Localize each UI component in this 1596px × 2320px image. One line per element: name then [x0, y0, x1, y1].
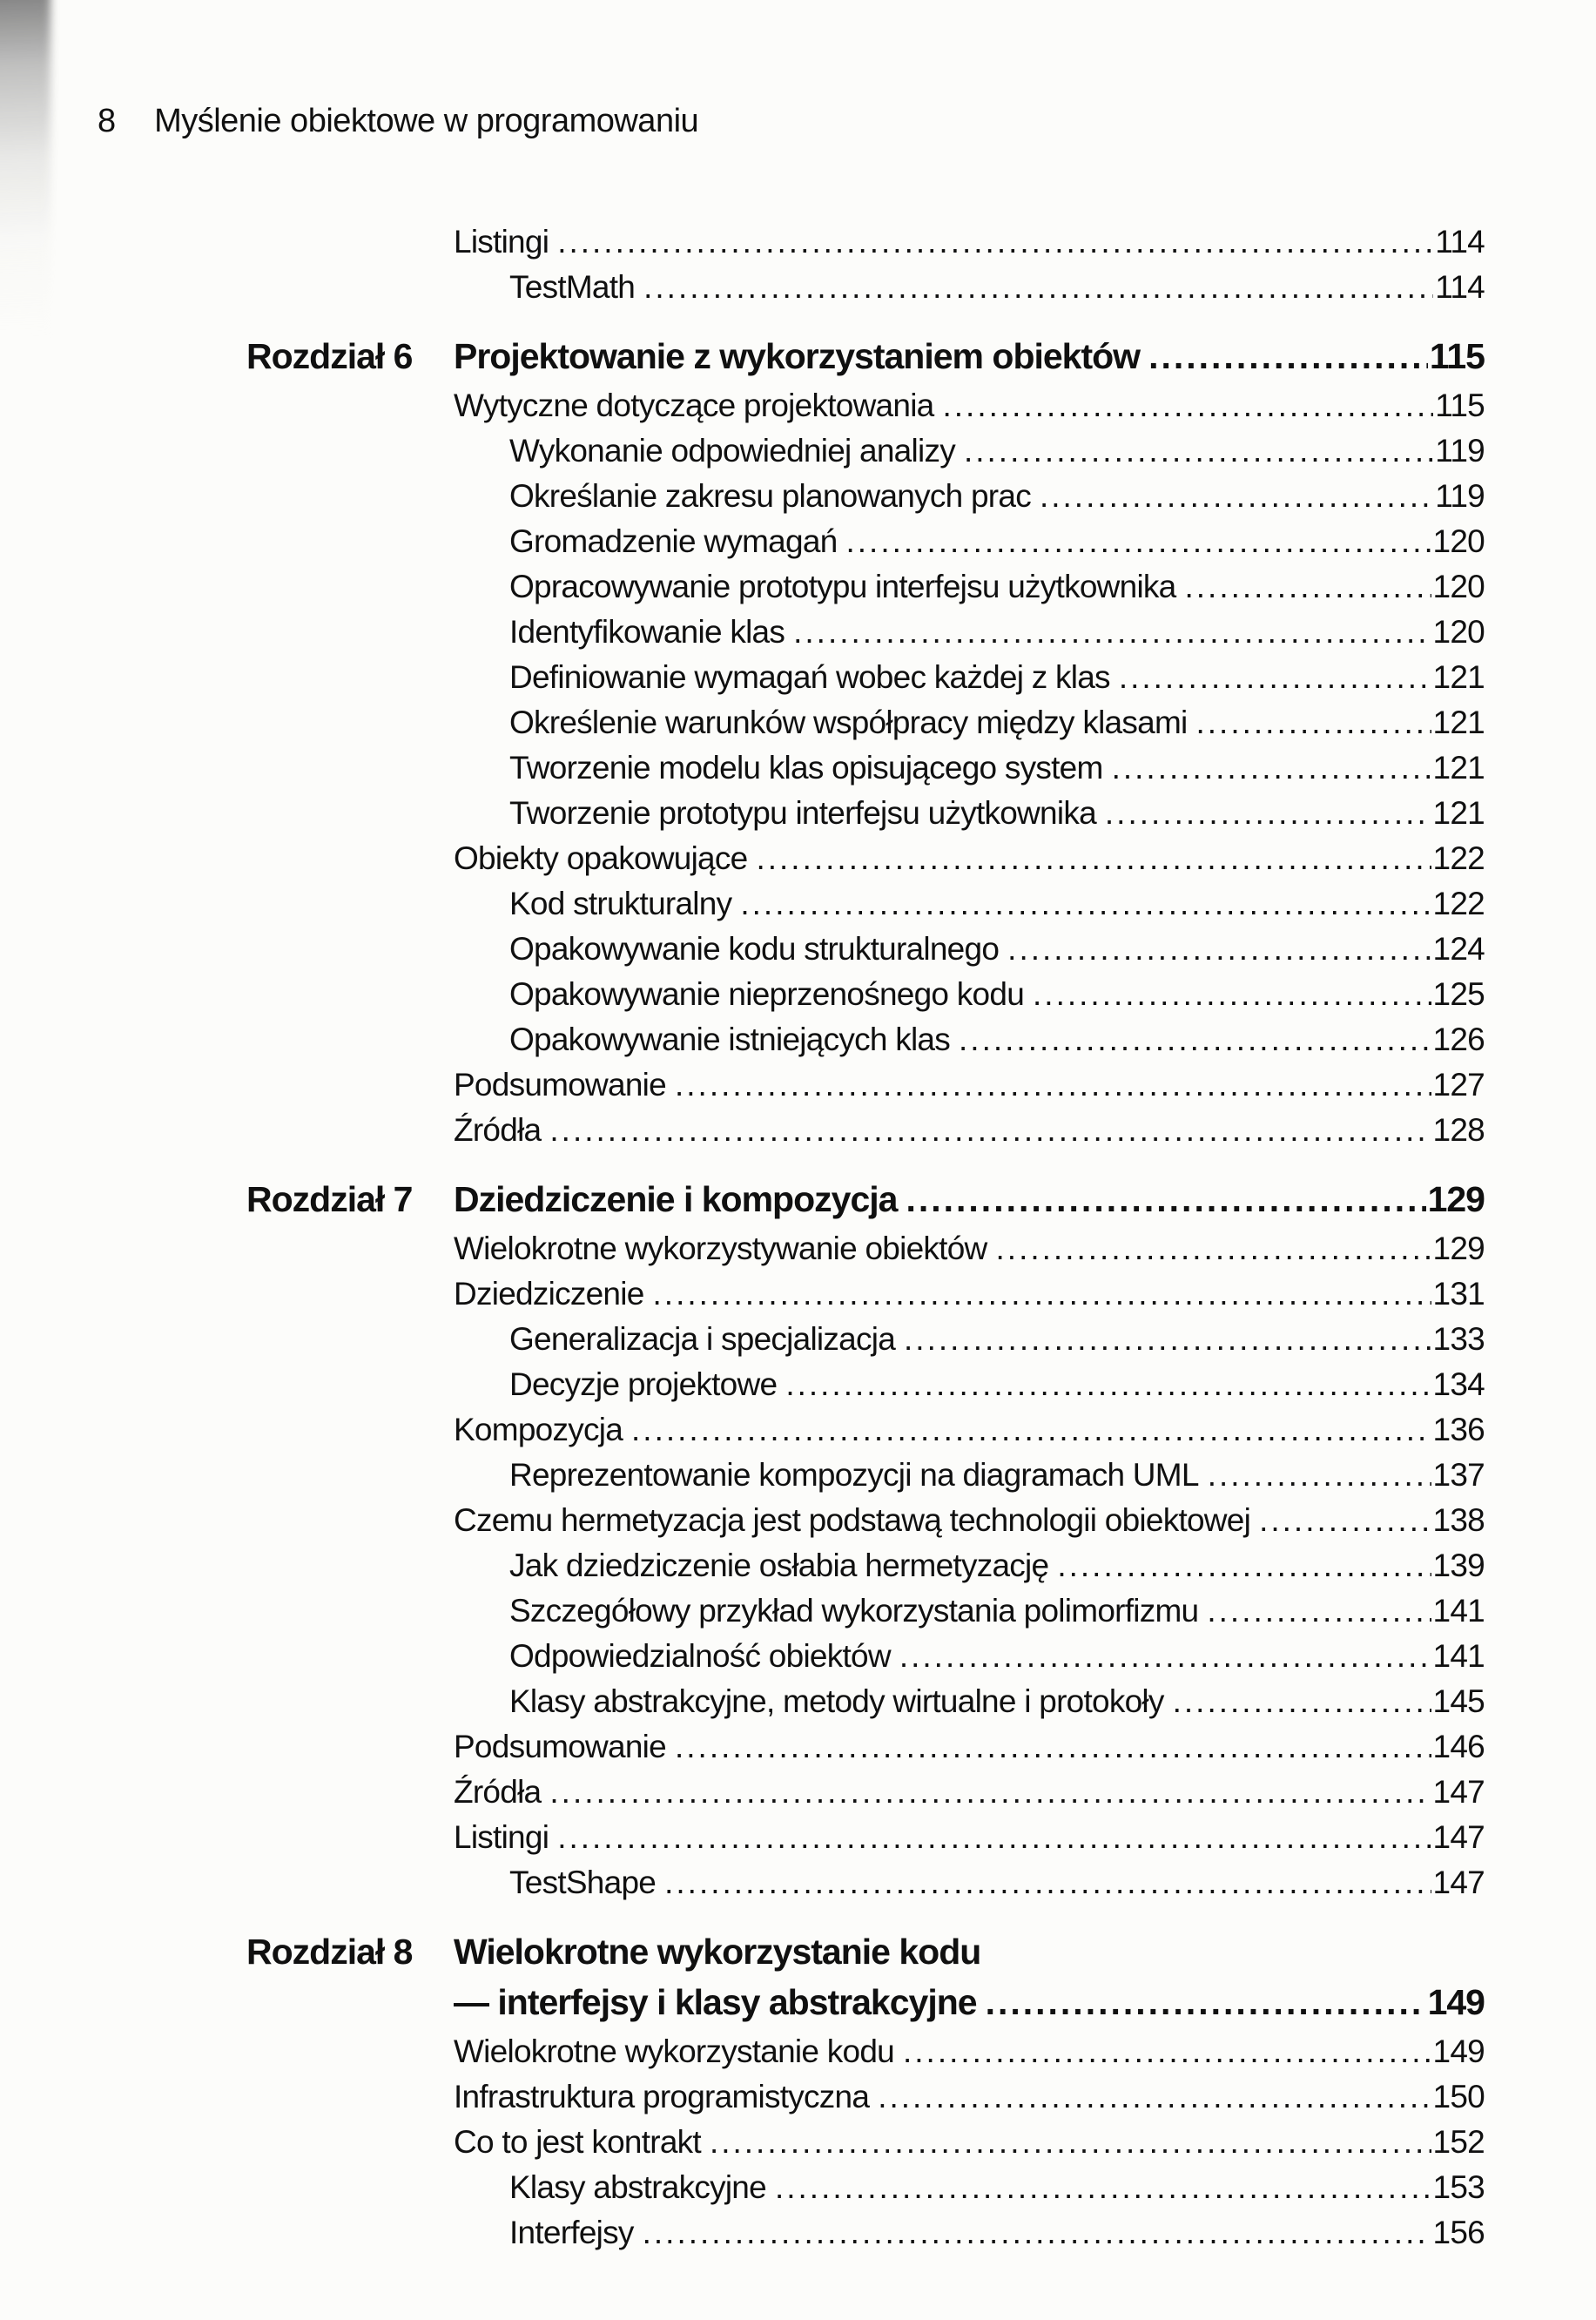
dot-leader [1259, 1498, 1431, 1543]
dot-leader [1033, 972, 1431, 1017]
chapter-label [246, 1106, 454, 1151]
entry-title: Wykonanie odpowiedniej analizy [509, 433, 955, 469]
chapter-label [246, 1270, 454, 1315]
entry-title: Wielokrotne wykorzystanie kodu [454, 2033, 894, 2069]
page-number: 114 [1435, 224, 1485, 260]
toc-row [246, 2163, 1485, 2209]
chapter-label [246, 263, 454, 308]
chapter-label [246, 789, 454, 834]
chapter-label [246, 2118, 454, 2163]
chapter-title: Dziedziczenie i kompozycja [454, 1179, 898, 1219]
entry-title: Dziedziczenie [454, 1276, 644, 1312]
entry-title: Generalizacja i specjalizacja [509, 1321, 896, 1357]
page-number: 115 [1435, 388, 1485, 423]
dot-leader [549, 1108, 1431, 1153]
page-number: 115 [1429, 336, 1485, 376]
page-number: 150 [1432, 2079, 1485, 2114]
dot-leader [986, 1977, 1426, 2027]
dot-leader [549, 1770, 1431, 1815]
page-number: 119 [1435, 478, 1485, 514]
dot-leader [878, 2074, 1431, 2120]
chapter-row [246, 1926, 1485, 1977]
page-number: 127 [1432, 1067, 1485, 1103]
toc-row [246, 1813, 1485, 1858]
entry-title: Klasy abstrakcyjne [509, 2169, 766, 2205]
toc-row [246, 880, 1485, 925]
page-number: 121 [1432, 795, 1485, 831]
toc-row [246, 2027, 1485, 2073]
page-number: 147 [1432, 1774, 1485, 1810]
dot-leader [793, 610, 1431, 655]
entry-title: Listingi [454, 1819, 549, 1855]
dot-leader [1208, 1453, 1431, 1498]
entry-title: Podsumowanie [454, 1067, 666, 1103]
toc-row [246, 698, 1485, 744]
toc-row [246, 381, 1485, 427]
entry-title: Interfejsy [509, 2215, 634, 2250]
toc-row [246, 653, 1485, 698]
dot-leader [964, 428, 1433, 474]
dot-leader [756, 836, 1431, 881]
dot-leader [906, 1174, 1425, 1224]
toc-row [246, 608, 1485, 653]
page-number: 145 [1432, 1683, 1485, 1719]
chapter-label [246, 608, 454, 653]
page-number: 125 [1432, 976, 1485, 1012]
entry-title: Listingi [454, 224, 549, 260]
page-number: 126 [1432, 1022, 1485, 1057]
page-number: 124 [1432, 931, 1485, 967]
chapter-label [246, 880, 454, 925]
toc-row [246, 2209, 1485, 2254]
toc-row [246, 472, 1485, 517]
page-number: 138 [1432, 1502, 1485, 1538]
toc-row [246, 563, 1485, 608]
chapter-label [246, 1015, 454, 1061]
dot-leader [943, 383, 1434, 428]
chapter-row [246, 1174, 1485, 1224]
page-number: 122 [1432, 886, 1485, 921]
page-number: 134 [1432, 1366, 1485, 1402]
entry-title: Wytyczne dotyczące projektowania [454, 388, 934, 423]
toc-row [246, 1632, 1485, 1677]
chapter-label [246, 381, 454, 427]
chapter-label [246, 472, 454, 517]
running-page-number: 8 [98, 103, 116, 139]
page-number: 119 [1435, 433, 1485, 469]
page-number: 129 [1427, 1179, 1485, 1219]
chapter-label: Rozdział 8 [246, 1932, 413, 1972]
dot-leader [643, 265, 1433, 310]
dot-leader [557, 1815, 1431, 1860]
page-number: 131 [1432, 1276, 1485, 1312]
entry-title: Gromadzenie wymagań [509, 523, 838, 559]
entry-title: Obiekty opakowujące [454, 840, 748, 876]
entry-title: Kod strukturalny [509, 886, 732, 921]
toc-row [246, 1061, 1485, 1106]
entry-title: Infrastruktura programistyczna [454, 2079, 870, 2114]
entry-title: Kompozycja [454, 1412, 623, 1447]
chapter-label [246, 1858, 454, 1904]
chapter-label [246, 1315, 454, 1360]
entry-title: Definiowanie wymagań wobec każdej z klas [509, 659, 1110, 695]
chapter-label [246, 1360, 454, 1406]
chapter-label [246, 427, 454, 472]
toc-row [246, 1677, 1485, 1723]
entry-title: Podsumowanie [454, 1729, 666, 1764]
page-number: 133 [1432, 1321, 1485, 1357]
toc-row [246, 1406, 1485, 1451]
table-of-contents [246, 218, 1485, 2254]
chapter-label [246, 1587, 454, 1632]
page-number: 156 [1432, 2215, 1485, 2250]
toc-row [246, 1015, 1485, 1061]
chapter-label [246, 1224, 454, 1270]
toc-row [246, 2118, 1485, 2163]
toc-row [246, 1587, 1485, 1632]
chapter-label [246, 517, 454, 563]
page-number: 121 [1432, 705, 1485, 740]
dot-leader [1007, 927, 1431, 972]
chapter-title: Projektowanie z wykorzystaniem obiektów [454, 336, 1141, 376]
toc-row [246, 2073, 1485, 2118]
chapter-label [246, 2163, 454, 2209]
page-number: 139 [1432, 1548, 1485, 1583]
page-number: 147 [1432, 1819, 1485, 1855]
chapter-title: Wielokrotne wykorzystanie kodu [454, 1932, 981, 1972]
chapter-label [246, 970, 454, 1015]
dot-leader [557, 219, 1433, 265]
page-number: 153 [1432, 2169, 1485, 2205]
toc-row [246, 218, 1485, 263]
toc-row [246, 744, 1485, 789]
chapter-label [246, 1768, 454, 1813]
page-number: 141 [1432, 1638, 1485, 1674]
toc-row [246, 789, 1485, 834]
dot-leader [899, 1634, 1431, 1679]
chapter-label [246, 1541, 454, 1587]
dot-leader [996, 1226, 1431, 1271]
dot-leader [1040, 474, 1433, 519]
chapter-label [246, 1061, 454, 1106]
page-number: 149 [1427, 1982, 1485, 2022]
page-number: 129 [1432, 1231, 1485, 1266]
chapter-label [246, 1677, 454, 1723]
toc-row [246, 970, 1485, 1015]
dot-leader [1105, 791, 1431, 836]
dot-leader [710, 2120, 1431, 2165]
running-title: Myślenie obiektowe w programowaniu [154, 103, 699, 139]
chapter-label: Rozdział 6 [246, 336, 413, 376]
chapter-label [246, 834, 454, 880]
entry-title: Opakowywanie kodu strukturalnego [509, 931, 1000, 967]
toc-row [246, 1360, 1485, 1406]
toc-row [246, 1270, 1485, 1315]
page-number: 146 [1432, 1729, 1485, 1764]
toc-row [246, 1451, 1485, 1496]
dot-leader [1112, 745, 1431, 791]
entry-title: Opracowywanie prototypu interfejsu użytkownika [509, 569, 1176, 604]
toc-row [246, 925, 1485, 970]
chapter-row [246, 331, 1485, 381]
entry-title: Źródła [454, 1774, 542, 1810]
dot-leader [846, 519, 1431, 564]
entry-title: Określenie warunków współpracy między klasami [509, 705, 1188, 740]
entry-title: Tworzenie modelu klas opisującego system [509, 750, 1103, 786]
chapter-label [246, 744, 454, 789]
entry-title: Reprezentowanie kompozycji na diagramach UML [509, 1457, 1199, 1493]
entry-title: Szczegółowy przykład wykorzystania polimorfizmu [509, 1593, 1199, 1629]
entry-title: Czemu hermetyzacja jest podstawą technologii obiektowej [454, 1502, 1251, 1538]
dot-leader [1173, 1679, 1431, 1724]
dot-leader [631, 1407, 1431, 1453]
chapter-label [246, 563, 454, 608]
toc-row [246, 1106, 1485, 1151]
page-number: 128 [1432, 1112, 1485, 1148]
chapter-label [246, 2209, 454, 2254]
page-number: 149 [1432, 2033, 1485, 2069]
chapter-label [246, 218, 454, 263]
scan-smudge-artifact [0, 0, 51, 338]
dot-leader [1207, 1588, 1431, 1634]
toc-row [246, 1496, 1485, 1541]
entry-title: TestShape [509, 1865, 657, 1900]
dot-leader [664, 1860, 1431, 1905]
page-number: 120 [1432, 569, 1485, 604]
page-number: 120 [1432, 523, 1485, 559]
page-number: 122 [1432, 840, 1485, 876]
chapter-label [246, 2027, 454, 2073]
dot-leader [675, 1724, 1431, 1770]
entry-title: TestMath [509, 269, 636, 305]
chapter-label [246, 1632, 454, 1677]
chapter-label [246, 653, 454, 698]
page-number: 136 [1432, 1412, 1485, 1447]
dot-leader [1195, 700, 1431, 745]
dot-leader [785, 1362, 1431, 1407]
dot-leader [1057, 1543, 1431, 1588]
running-header [98, 103, 698, 140]
dot-leader [1119, 655, 1431, 700]
chapter-label [246, 1496, 454, 1541]
chapter-label [246, 1406, 454, 1451]
entry-title: Decyzje projektowe [509, 1366, 778, 1402]
page-number: 121 [1432, 750, 1485, 786]
entry-title: Źródła [454, 1112, 542, 1148]
chapter-label [246, 1813, 454, 1858]
dot-leader [643, 2210, 1431, 2256]
dot-leader [740, 881, 1431, 927]
dot-leader [675, 1062, 1431, 1108]
chapter-label [246, 1977, 454, 2027]
entry-title: Opakowywanie istniejących klas [509, 1022, 951, 1057]
entry-title: Co to jest kontrakt [454, 2124, 701, 2160]
chapter-label [246, 1451, 454, 1496]
chapter-label [246, 2073, 454, 2118]
dot-leader [959, 1017, 1431, 1062]
toc-row [246, 1224, 1485, 1270]
toc-row [246, 517, 1485, 563]
page-number: 114 [1435, 269, 1485, 305]
toc-row [246, 427, 1485, 472]
page-number: 141 [1432, 1593, 1485, 1629]
entry-title: Klasy abstrakcyjne, metody wirtualne i protokoły [509, 1683, 1164, 1719]
page-number: 120 [1432, 614, 1485, 650]
toc-row [246, 1541, 1485, 1587]
entry-title: Identyfikowanie klas [509, 614, 785, 650]
page-number: 137 [1432, 1457, 1485, 1493]
dot-leader [653, 1271, 1431, 1317]
entry-title: Jak dziedziczenie osłabia hermetyzację [509, 1548, 1049, 1583]
entry-title: Odpowiedzialność obiektów [509, 1638, 891, 1674]
dot-leader [1185, 564, 1431, 610]
chapter-label [246, 1723, 454, 1768]
chapter-title: — interfejsy i klasy abstrakcyjne [454, 1982, 977, 2022]
chapter-label: Rozdział 7 [246, 1179, 413, 1219]
toc-row [246, 1768, 1485, 1813]
page-number: 121 [1432, 659, 1485, 695]
toc-row [246, 1858, 1485, 1904]
page-number: 147 [1432, 1865, 1485, 1900]
toc-row [246, 1315, 1485, 1360]
toc-row [246, 263, 1485, 308]
entry-title: Tworzenie prototypu interfejsu użytkownika [509, 795, 1096, 831]
dot-leader [904, 1317, 1431, 1362]
dot-leader [903, 2029, 1431, 2074]
chapter-label [246, 925, 454, 970]
page-number: 152 [1432, 2124, 1485, 2160]
dot-leader [1148, 331, 1428, 381]
toc-row [246, 834, 1485, 880]
dot-leader [775, 2165, 1431, 2210]
entry-title: Wielokrotne wykorzystywanie obiektów [454, 1231, 987, 1266]
toc-row [246, 1723, 1485, 1768]
chapter-row-continuation [246, 1977, 1485, 2027]
chapter-label [246, 698, 454, 744]
entry-title: Określanie zakresu planowanych prac [509, 478, 1031, 514]
entry-title: Opakowywanie nieprzenośnego kodu [509, 976, 1025, 1012]
